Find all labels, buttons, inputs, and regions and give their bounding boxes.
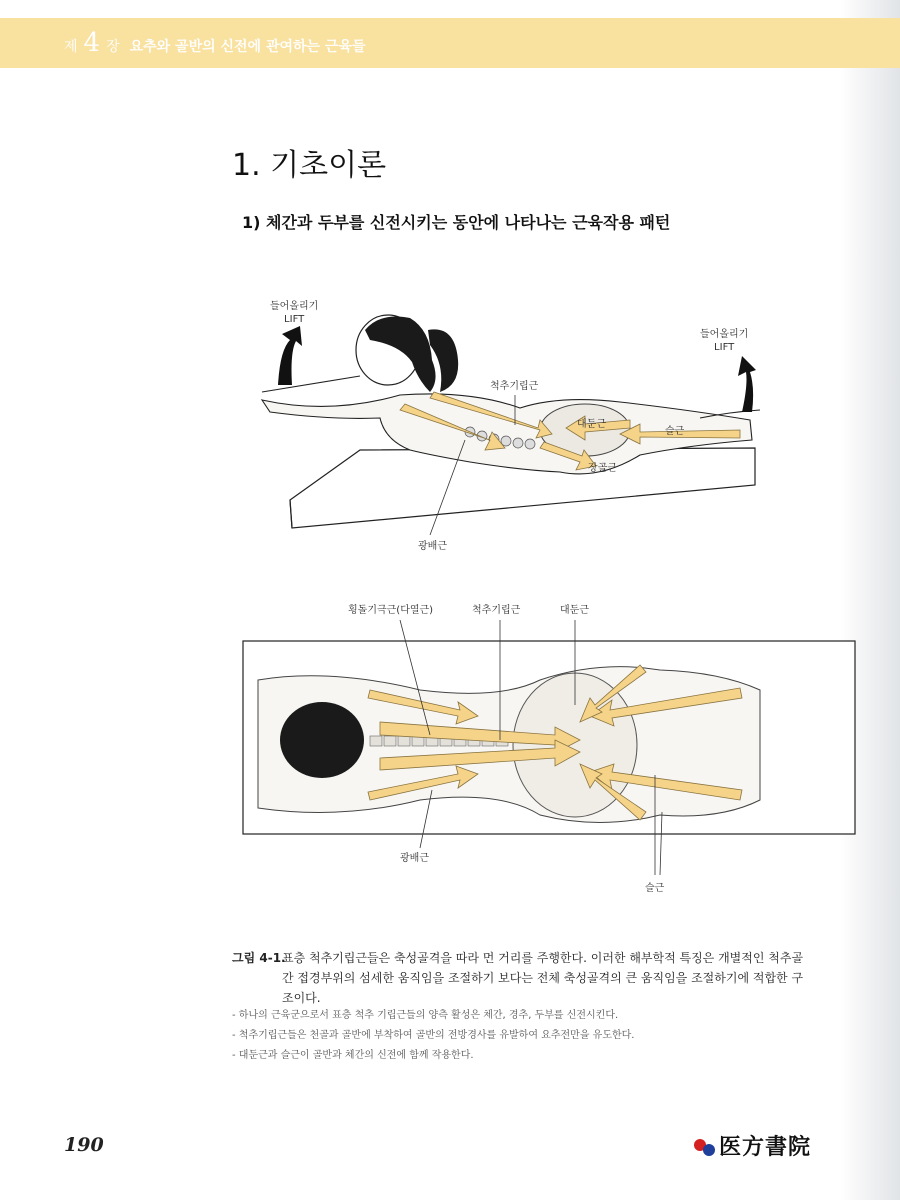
note-item: - 대둔근과 슬근이 골반과 체간의 신전에 함께 작용한다. xyxy=(232,1050,474,1061)
bottom-hamstrings-label: 슬근 xyxy=(645,883,665,894)
top-latissimus-label: 광배근 xyxy=(418,541,447,552)
top-hamstrings-label: 슬근 xyxy=(665,426,685,437)
bottom-gluteus-maximus-label: 대둔근 xyxy=(560,605,589,616)
figure-notes xyxy=(232,1006,832,1066)
figure-caption xyxy=(232,948,812,1008)
lift-right-korean: 들어올리기 xyxy=(700,329,749,340)
publisher-blue-dot-icon xyxy=(703,1144,715,1156)
top-erector-spinae-label: 척추기립근 xyxy=(490,381,539,392)
chapter-number: 4 xyxy=(83,28,101,58)
lift-left-english: LIFT xyxy=(284,314,305,325)
publisher-logo xyxy=(694,1130,811,1160)
page-number: 190 xyxy=(64,1134,104,1156)
prone-lift-illustration xyxy=(262,315,760,535)
note-item: - 하나의 근육군으로서 표층 척추 기립근들의 양측 활성은 체간, 경추, 두부를 신전시킨다. xyxy=(232,1010,619,1021)
top-iliacus-label: 장골근 xyxy=(588,463,617,474)
lift-left-label xyxy=(270,300,318,326)
posterior-view-illustration xyxy=(243,620,855,875)
bottom-latissimus-label: 광배근 xyxy=(400,853,429,864)
lift-right-label xyxy=(700,328,748,354)
lift-right-english: LIFT xyxy=(714,342,735,353)
bottom-transversospinalis-label: 횡돌기극근(다열근) xyxy=(348,605,434,616)
caption-label: 그림 4-1. xyxy=(232,951,286,965)
chapter-title: 요추와 골반의 신전에 관여하는 근육들 xyxy=(129,39,366,55)
caption-body: 표층 척추기립근들은 축성골격을 따라 먼 거리를 주행한다. 이러한 해부학적 특징은 개별적인 척추골간 접경부위의 섬세한 움직임을 조절하기 보다는 전체 축성골격의 큰 움직임을 조절하기에 적합한 구조이다. xyxy=(282,951,804,1005)
lift-left-korean: 들어올리기 xyxy=(270,301,319,312)
publisher-name: 医方書院 xyxy=(719,1133,812,1160)
chapter-prefix: 제 xyxy=(64,39,78,55)
section-subheading: 1) 체간과 두부를 신전시키는 동안에 나타나는 근육작용 패턴 xyxy=(242,213,671,232)
note-item: - 척추기립근들은 천골과 골반에 부착하여 골반의 전방경사를 유발하여 요추전만을 유도한다. xyxy=(232,1030,635,1041)
bottom-erector-spinae-label: 척추기립근 xyxy=(472,605,521,616)
chapter-suffix: 장 xyxy=(106,39,120,55)
section-heading: 1. 기초이론 xyxy=(232,148,387,183)
top-gluteus-maximus-label: 대둔근 xyxy=(577,419,606,430)
